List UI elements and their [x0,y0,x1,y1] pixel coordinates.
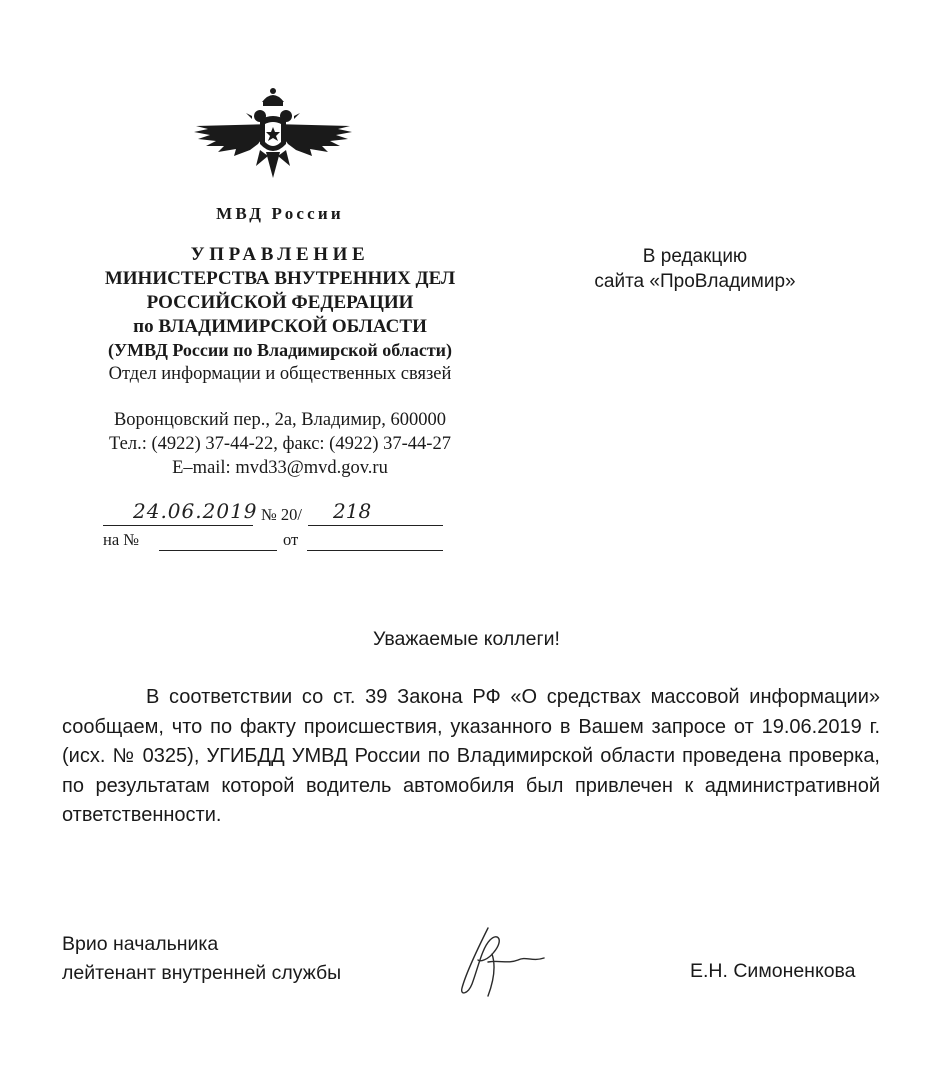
email-line: E–mail: mvd33@mvd.gov.ru [172,458,388,478]
address-line: Воронцовский пер., 2а, Владимир, 600000 [113,410,447,430]
region-line: по ВЛАДИМИРСКОЙ ОБЛАСТИ [133,316,427,337]
registration-number-label: № 20/ [261,505,302,524]
recipient-line-1: В редакцию [642,246,748,267]
recipient-line-2: сайта «ПроВладимир» [594,271,796,292]
federation-line: РОССИЙСКОЙ ФЕДЕРАЦИИ [146,292,414,313]
unit-line: Отдел информации и общественных связей [108,364,452,384]
department-title: УПРАВЛЕНИЕ [190,244,370,265]
signatory-position [62,930,341,988]
handwritten-signature-icon [448,918,548,1003]
reference-number-label: на № [103,530,140,549]
org-short-name: МВД России [216,204,344,223]
abbreviation-line: (УМВД России по Владимирской области) [107,340,453,360]
registration-number: 218 [333,499,372,523]
position-line-2: лейтенант внутренней службы [62,962,342,984]
registration-date: 24.06.2019 [133,499,258,523]
eagle-emblem-icon [188,82,358,182]
reference-from-label: от [283,530,299,549]
registration-line [103,499,443,529]
reference-line [103,530,443,554]
letter-body: В соответствии со ст. 39 Закона РФ «О средствах массовой информации» сообщаем, что по факту происшествия, указанного в Вашем запросе от 19.06.2019 г. (исх. № 0325), УГИБДД УМВД России по Владимирской области проведена проверка, по результатам которой водитель автомобиля был привлечен к административной ответственности. [62,686,880,826]
recipient-block [560,244,830,294]
signatory-name: Е.Н. Симоненкова [690,960,856,982]
ministry-line: МИНИСТЕРСТВА ВНУТРЕННИХ ДЕЛ [104,268,456,289]
position-line-1: Врио начальника [62,933,219,955]
phone-line: Тел.: (4922) 37-44-22, факс: (4922) 37-44-27 [109,434,451,454]
greeting: Уважаемые коллеги! [373,628,560,650]
